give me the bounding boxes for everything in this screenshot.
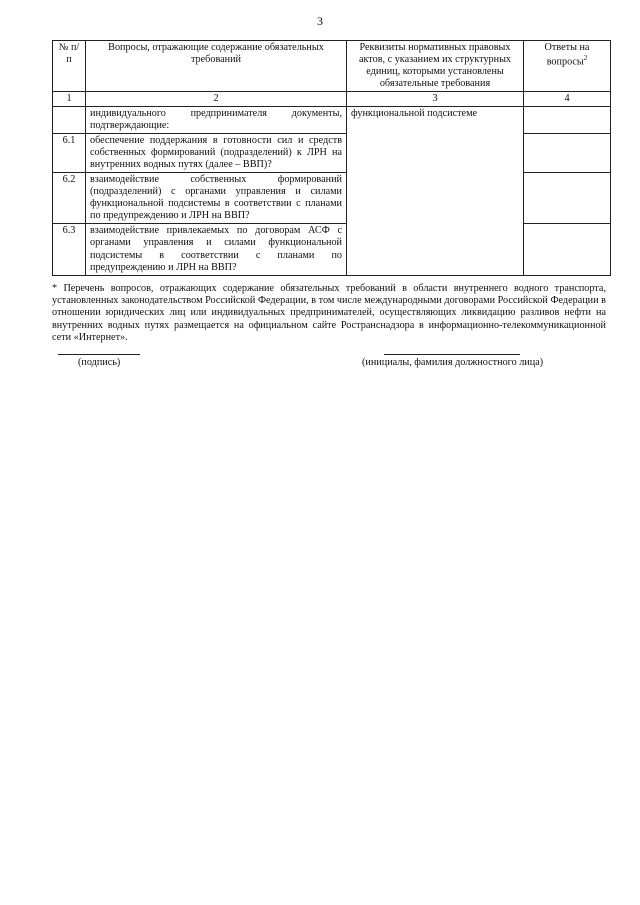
header-answers-text: Ответы на вопросы xyxy=(544,42,590,68)
table-header-row xyxy=(53,41,611,92)
table-row xyxy=(53,173,611,224)
header-answers-footnote-mark: 2 xyxy=(583,54,588,63)
table-row-continuation xyxy=(53,107,611,134)
index-row xyxy=(53,92,611,107)
index-cell: 4 xyxy=(524,92,611,107)
row-number: 6.2 xyxy=(53,173,86,224)
header-references: Реквизиты нормативных правовых актов, с указанием их структурных единиц, которыми установлены обязательные требования xyxy=(347,41,524,92)
signature-label: (подпись) xyxy=(78,357,121,368)
header-questions: Вопросы, отражающие содержание обязательных требований xyxy=(86,41,347,92)
num-cell-empty xyxy=(53,107,86,134)
page-number: 3 xyxy=(317,14,323,28)
question-cell: обеспечение поддержания в готовности сил и средств собственных формирований (подразделений) к ЛРН на внутренних водных путях (далее – ВВП)? xyxy=(86,134,347,173)
index-cell: 3 xyxy=(347,92,524,107)
row-number: 6.1 xyxy=(53,134,86,173)
signature-line xyxy=(58,354,140,355)
index-cell: 1 xyxy=(53,92,86,107)
name-line xyxy=(384,354,520,355)
answer-cell xyxy=(524,134,611,173)
table-row xyxy=(53,134,611,173)
question-cell: взаимодействие привлекаемых по договорам АСФ с органами управления и силами функциональной подсистемы в соответствии с планами по предупреждению и ЛРН на ВВП? xyxy=(86,224,347,275)
question-cell: индивидуального предпринимателя документы, подтверждающие: xyxy=(86,107,347,134)
header-answers xyxy=(524,41,611,92)
table-row xyxy=(53,224,611,275)
row-number: 6.3 xyxy=(53,224,86,275)
reference-cell: функциональной подсистеме xyxy=(347,107,524,275)
answer-cell xyxy=(524,224,611,275)
question-cell: взаимодействие собственных формирований (подразделений) с органами управления и силами функциональной подсистемы в соответствии с планами по предупреждению и ЛРН на ВВП? xyxy=(86,173,347,224)
header-num: № п/п xyxy=(53,41,86,92)
answer-cell xyxy=(524,107,611,134)
official-name-label: (инициалы, фамилия должностного лица) xyxy=(362,357,544,368)
answer-cell xyxy=(524,173,611,224)
footnote: * Перечень вопросов, отражающих содержание обязательных требований в области внутреннего водного транспорта, установленных законодательством Российской Федерации, в том числе международными договорами Российской Федерации в отношении юридических лиц или индивидуальных предпринимателей, осуществляющих ликвидацию разливов нефти на внутренних водных путях размещается на официальном сайте Ространснадзора в информационно-телекоммуникационной сети «Интернет». xyxy=(52,283,606,343)
index-cell: 2 xyxy=(86,92,347,107)
requirements-table xyxy=(52,40,611,276)
